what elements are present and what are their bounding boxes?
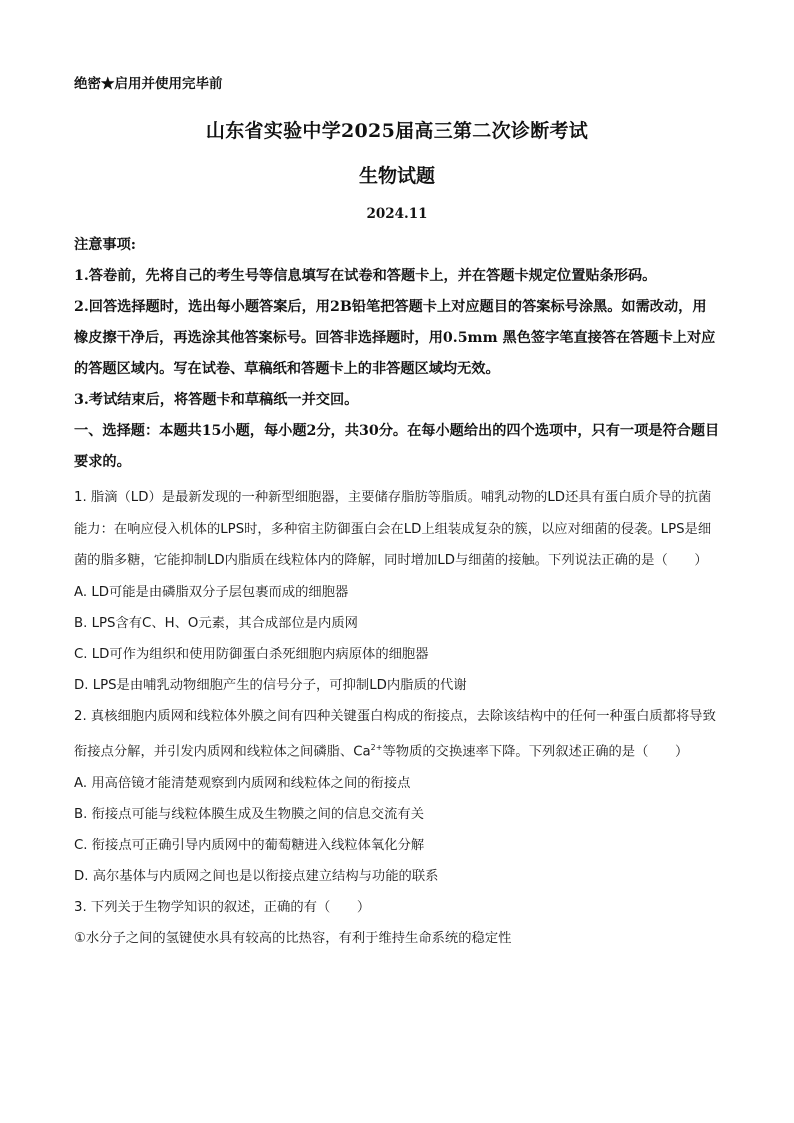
question-1-option-d: D. LPS是由哺乳动物细胞产生的信号分子，可抑制LD内脂质的代谢	[74, 677, 467, 693]
exam-title: 山东省实验中学2025届高三第二次诊断考试	[205, 120, 589, 142]
question-2-stem	[74, 701, 720, 768]
question-2-option-a: A. 用高倍镜才能清楚观察到内质网和线粒体之间的衔接点	[74, 775, 411, 791]
question-1-option-c: C. LD可作为组织和使用防御蛋白杀死细胞内病原体的细胞器	[74, 646, 429, 662]
question-2-option-c: C. 衔接点可正确引导内质网中的葡萄糖进入线粒体氧化分解	[74, 837, 425, 853]
question-2-stem-text-end: 等物质的交换速率下降。下列叙述正确的是（ ）	[382, 744, 689, 760]
question-2-option-d: D. 高尔基体与内质网之间也是以衔接点建立结构与功能的联系	[74, 868, 439, 884]
section-heading: 一、选择题：本题共15小题，每小题2分，共30分。在每小题给出的四个选项中，只有一项是符合题目要求的。	[74, 423, 720, 470]
question-3-stem: 3. 下列关于生物学知识的叙述，正确的有（ ）	[74, 899, 371, 915]
question-1-stem: 1. 脂滴（LD）是最新发现的一种新型细胞器，主要储存脂肪等脂质。哺乳动物的LD还具有蛋白质介导的抗菌能力：在响应侵入机体的LPS时，多种宿主防御蛋白会在LD上组装成复杂的簇，以应对细菌的侵袭。LPS是细菌的脂多糖，它能抑制LD内脂质在线粒体内的降解，同时增加LD与细菌的接触。下列说法正确的是（ ）	[74, 490, 712, 568]
notes-heading: 注意事项:	[74, 237, 136, 253]
calcium-charge: 2+	[370, 743, 383, 752]
question-1-option-a: A. LD可能是由磷脂双分子层包裹而成的细胞器	[74, 584, 349, 600]
question-3-statement-1: ①水分子之间的氢键使水具有较高的比热容，有利于维持生命系统的稳定性	[74, 930, 512, 946]
confidential-label: 绝密★启用并使用完毕前	[74, 76, 223, 92]
question-1-option-b: B. LPS含有C、H、O元素，其合成部位是内质网	[74, 615, 358, 631]
note-item-1: 1.答卷前，先将自己的考生号等信息填写在试卷和答题卡上，并在答题卡规定位置贴条形码。	[74, 268, 657, 284]
exam-subtitle: 生物试题	[358, 165, 435, 187]
exam-date: 2024.11	[366, 206, 428, 222]
question-2-stem-text: 2. 真核细胞内质网和线粒体外膜之间有四种关键蛋白构成的衔接点，去除该结构中的任何一种蛋白质都将导致衔接点分解，并引发内质网和线粒体之间磷脂、Ca	[74, 708, 716, 760]
note-item-2: 2.回答选择题时，选出每小题答案后，用2B铅笔把答题卡上对应题目的答案标号涂黑。如需改动，用橡皮擦干净后，再选涂其他答案标号。回答非选择题时，用0.5mm 黑色签字笔直接答在答题卡上对应的答题区域内。写在试卷、草稿纸和答题卡上的非答题区域均无效。	[74, 299, 716, 377]
note-item-3: 3.考试结束后，将答题卡和草稿纸一并交回。	[74, 392, 359, 408]
question-2-option-b: B. 衔接点可能与线粒体膜生成及生物膜之间的信息交流有关	[74, 806, 424, 822]
